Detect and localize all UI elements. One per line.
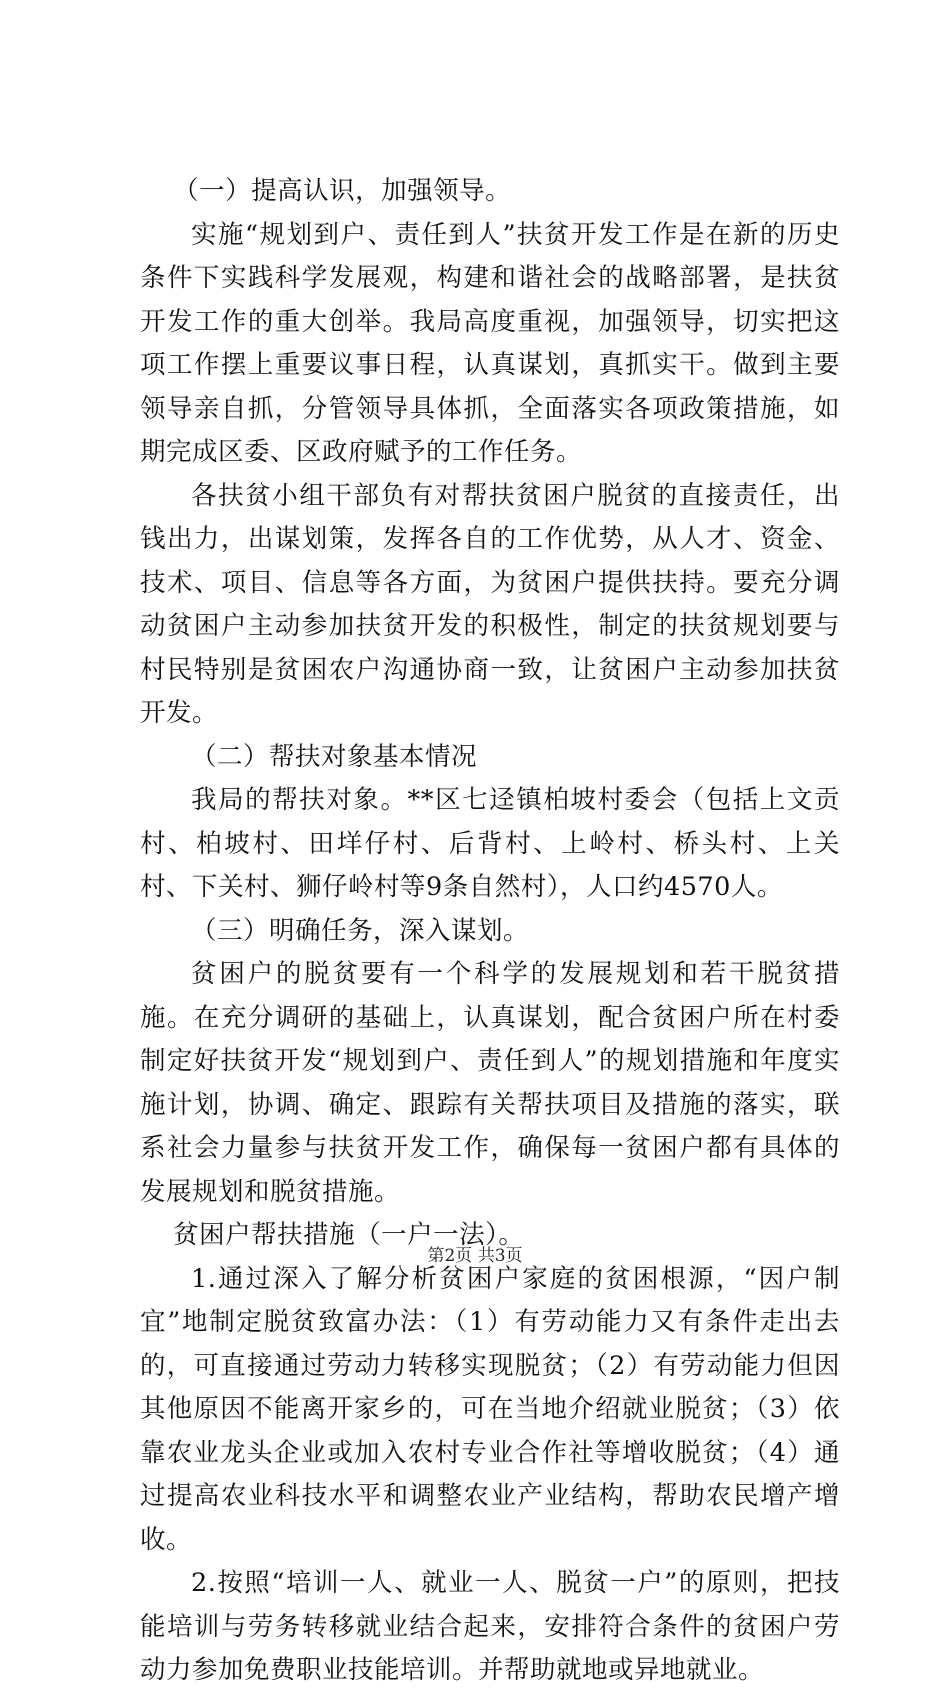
page-number-footer: 第2页 共3页 xyxy=(427,1246,523,1266)
section-heading-3: （三）明确任务，深入谋划。 xyxy=(191,915,530,946)
paragraph: 各扶贫小组干部负有对帮扶贫困户脱贫的直接责任，出钱出力，出谋划策，发挥各自的工作优势，从人才、资金、技术、项目、信息等各方面，为贫困户提供扶持。要充分调动贫困户主动参加扶贫开发的积极性，制定的扶贫规划要与村民特别是贫困农户沟通协商一致，让贫困户主动参加扶贫开发。 xyxy=(140,480,840,728)
paragraph: 实施“规划到户、责任到人”扶贫开发工作是在新的历史条件下实践科学发展观，构建和谐社会的战略部署，是扶贫开发工作的重大创举。我局高度重视，加强领导，切实把这项工作摆上重要议事日程，认真谋划，真抓实干。做到主要领导亲自抓，分管领导具体抓，全面落实各项政策措施，如期完成区委、区政府赋予的工作任务。 xyxy=(140,219,840,467)
paragraph: 贫困户的脱贫要有一个科学的发展规划和若干脱贫措施。在充分调研的基础上，认真谋划，配合贫困户所在村委制定好扶贫开发“规划到户、责任到人”的规划措施和年度实施计划，协调、确定、跟踪有关帮扶项目及措施的落实，联系社会力量参与扶贫开发工作，确保每一贫困户都有具体的发展规划和脱贫措施。 xyxy=(140,959,840,1207)
section-heading-1: （一）提高认识，加强领导。 xyxy=(173,176,512,206)
section-heading-2: （二）帮扶对象基本情况 xyxy=(191,741,478,772)
subheading: 贫困户帮扶措施（一户一法）。 xyxy=(173,1220,525,1250)
document-body xyxy=(140,170,840,1693)
list-item: 1.通过深入了解分析贫困户家庭的贫困根源，“因户制宜”地制定脱贫致富办法：（1）有劳动能力又有条件走出去的，可直接通过劳动力转移实现脱贫；（2）有劳动能力但因其他原因不能离开家乡的，可在当地介绍就业脱贫；（3）依靠农业龙头企业或加入农村专业合作社等增收脱贫；（4）通过提高农业科技水平和调整农业产业结构，帮助农民增产增收。 xyxy=(140,1263,840,1555)
list-item: 2.按照“培训一人、就业一人、脱贫一户”的原则，把技能培训与劳务转移就业结合起来，安排符合条件的贫困户劳动力参加免费职业技能培训。并帮助就地或异地就业。 xyxy=(140,1568,840,1685)
paragraph: 我局的帮扶对象。**区七迳镇柏坡村委会（包括上文贡村、柏坡村、田垟仔村、后背村、上岭村、桥头村、上关村、下关村、狮仔岭村等9条自然村），人口约4570人。 xyxy=(140,785,840,902)
